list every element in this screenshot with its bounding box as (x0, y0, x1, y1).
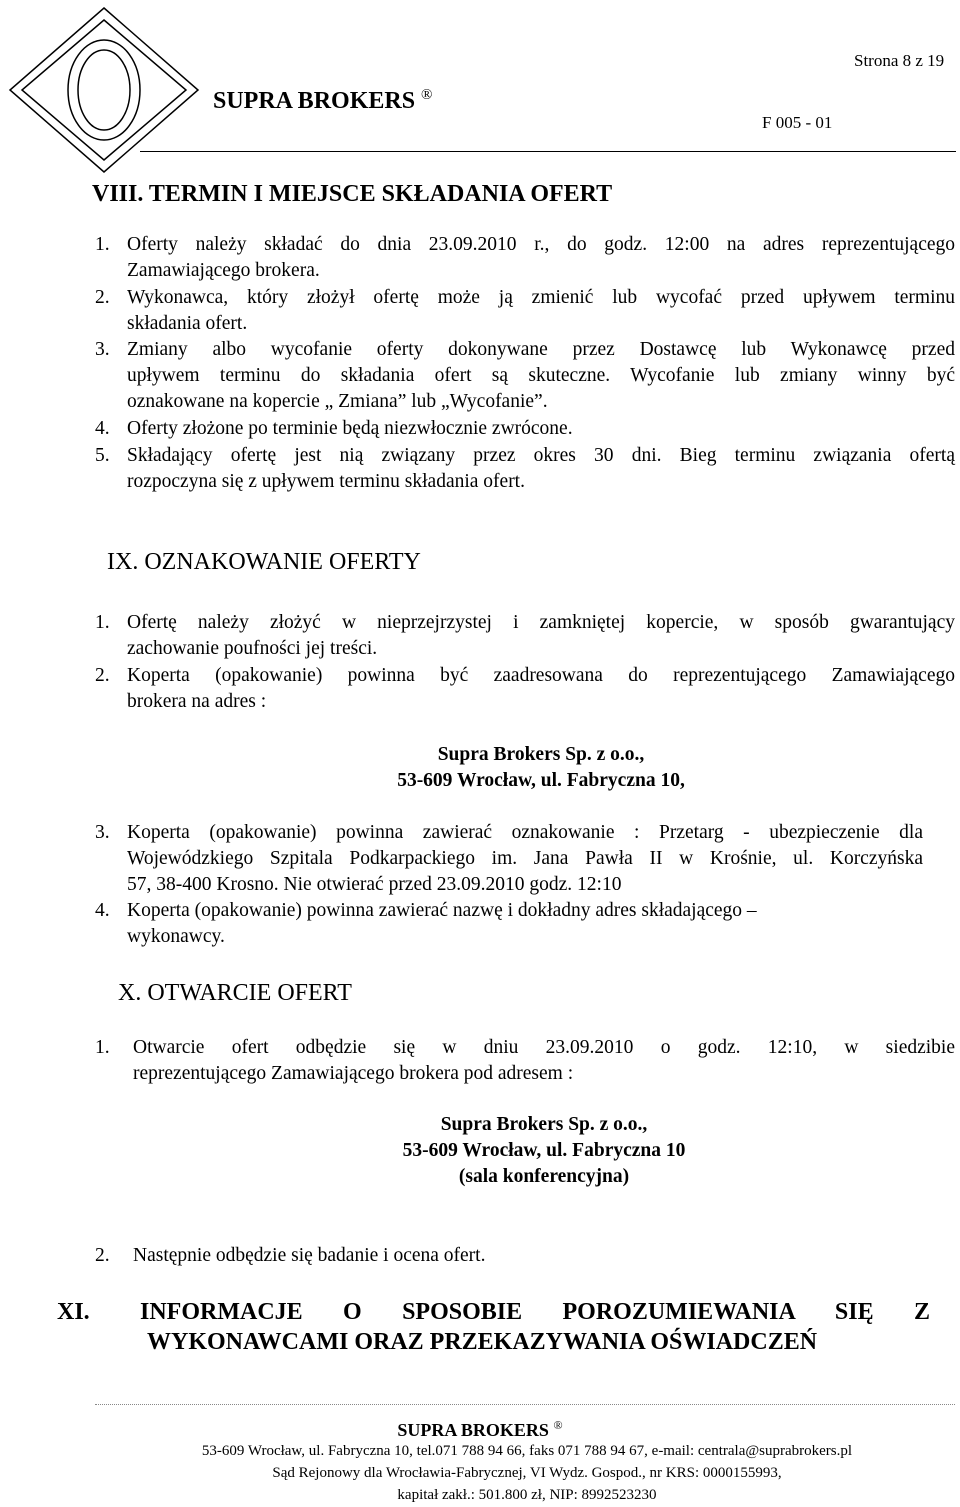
list-item-line: Zmiany albo wycofanie oferty dokonywane przez Dostawcę lub Wykonawcę przed (127, 339, 955, 360)
address-line: Supra Brokers Sp. z o.o., (437, 744, 645, 765)
company-logo (0, 0, 210, 176)
list-item-line: oznakowane na kopercie „ Zmiana” lub „Wycofanie”. (127, 391, 548, 412)
list-item-number: 4. (95, 418, 110, 439)
list-item-line: składania ofert. (127, 313, 248, 334)
list-item-line: Zamawiającego brokera. (127, 260, 320, 281)
address-line: 53-609 Wrocław, ul. Fabryczna 10, (397, 770, 685, 791)
list-item-number: 1. (95, 612, 110, 633)
list-item-line: Koperta (opakowanie) powinna być zaadresowana do reprezentującego Zamawiającego (127, 665, 955, 686)
list-item-line: Oferty złożone po terminie będą niezwłocznie zwrócone. (127, 418, 573, 439)
header-company-name: SUPRA BROKERS (213, 88, 416, 114)
list-item-number: 2. (95, 1245, 110, 1266)
registered-mark: ® (553, 1418, 563, 1432)
list-item-line: zachowanie poufności jej treści. (127, 638, 378, 659)
list-item-line: Koperta (opakowanie) powinna zawierać nazwę i dokładny adres składającego – (127, 900, 757, 921)
list-item-number: 3. (95, 822, 110, 843)
header-company (213, 80, 432, 116)
list-item-line: upływem terminu do składania ofert są skuteczne. Wycofanie lub zmiany winny być (127, 365, 955, 386)
list-item-line: Oferty należy składać do dnia 23.09.2010 r., do godz. 12:00 na adres reprezentującego (127, 234, 955, 255)
list-item-number: 4. (95, 900, 110, 921)
list-item-line: Wojewódzkiego Szpitala Podkarpackiego im. Jana Pawła II w Krośnie, ul. Korczyńska (127, 848, 923, 869)
list-item-line: wykonawcy. (127, 926, 225, 947)
list-item-line: brokera na adres : (127, 691, 267, 712)
address-line: Supra Brokers Sp. z o.o., (440, 1114, 648, 1135)
list-item-line: Składający ofertę jest nią związany przez okres 30 dni. Bieg terminu związania ofertą (127, 445, 955, 466)
section-viii-title: VIII. TERMIN I MIEJSCE SKŁADANIA OFERT (92, 181, 613, 207)
section-ix-title: IX. OZNAKOWANIE OFERTY (107, 549, 421, 575)
footer-rule (95, 1404, 955, 1405)
registered-mark: ® (421, 87, 433, 103)
list-item-line: rozpoczyna się z upływem terminu składania ofert. (127, 471, 525, 492)
list-item-number: 1. (95, 234, 110, 255)
list-item-line: Wykonawca, który złożył ofertę może ją zmienić lub wycofać przed upływem terminu (127, 287, 955, 308)
section-xi-line: WYKONAWCAMI ORAZ PRZEKAZYWANIA OŚWIADCZEŃ (147, 1329, 818, 1355)
section-xi-line: INFORMACJE O SPOSOBIE POROZUMIEWANIA SIĘ Z (140, 1299, 930, 1325)
footer-registry-line: Sąd Rejonowy dla Wrocławia-Fabrycznej, VI Wydz. Gospod., nr KRS: 0000155993, (272, 1465, 782, 1481)
header-rule (140, 151, 956, 152)
footer-company-name: SUPRA BROKERS (397, 1420, 549, 1440)
list-item-line: Koperta (opakowanie) powinna zawierać oznakowanie : Przetarg - ubezpieczenie dla (127, 822, 923, 843)
list-item-number: 1. (95, 1037, 110, 1058)
list-item-number: 5. (95, 445, 110, 466)
list-item-line: 57, 38-400 Krosno. Nie otwierać przed 23.09.2010 godz. 12:10 (127, 874, 622, 895)
page-number: Strona 8 z 19 (854, 51, 945, 70)
address-line: 53-609 Wrocław, ul. Fabryczna 10 (402, 1140, 686, 1161)
footer-capital-line: kapitał zakł.: 501.800 zł, NIP: 8992523230 (397, 1487, 657, 1503)
list-item-line: Następnie odbędzie się badanie i ocena ofert. (133, 1245, 486, 1266)
list-item-number: 3. (95, 339, 110, 360)
section-x-title: X. OTWARCIE OFERT (118, 980, 352, 1006)
list-item-line: Otwarcie ofert odbędzie się w dniu 23.09.2010 o godz. 12:10, w siedzibie (133, 1037, 955, 1058)
document-code: F 005 - 01 (762, 113, 833, 132)
list-item-line: reprezentującego Zamawiającego brokera pod adresem : (133, 1063, 574, 1084)
list-item-number: 2. (95, 287, 110, 308)
footer-company (0, 1414, 960, 1441)
section-xi-number: XI. (57, 1299, 90, 1325)
address-line: (sala konferencyjna) (458, 1166, 630, 1187)
list-item-line: Ofertę należy złożyć w nieprzejrzystej i zamkniętej kopercie, w sposób gwarantujący (127, 612, 955, 633)
list-item-number: 2. (95, 665, 110, 686)
footer-contact-line: 53-609 Wrocław, ul. Fabryczna 10, tel.071 788 94 66, faks 071 788 94 67, e-mail: centrala@suprabrokers.pl (201, 1443, 853, 1459)
